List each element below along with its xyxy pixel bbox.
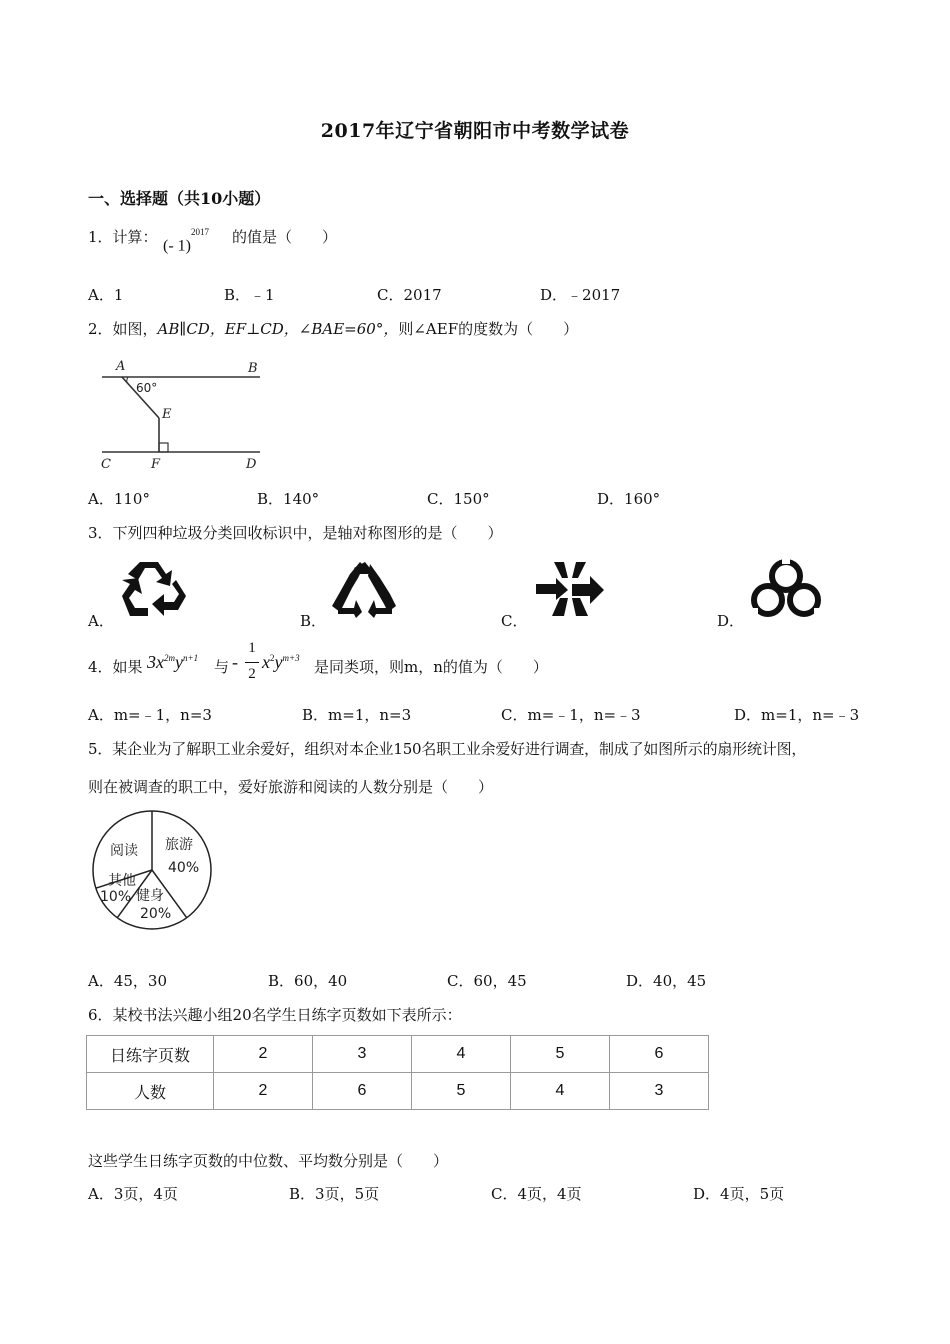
table-cell: 2 <box>214 1036 313 1073</box>
label-a: A <box>116 359 126 374</box>
q5-option-c[interactable]: C．60，45 <box>447 972 527 990</box>
q1-option-c[interactable]: C．2017 <box>377 286 442 304</box>
q1-option-d[interactable]: D．﹣2017 <box>540 286 621 304</box>
table-header-cell: 人数 <box>87 1073 214 1110</box>
q3-stem: 3．下列四种垃圾分类回收标识中，是轴对称图形的是（ ） <box>88 524 503 542</box>
q2-stem: 2．如图，AB∥CD，EF⊥CD，∠BAE=60°，则∠AEF的度数为（ ） <box>88 320 579 338</box>
q4-frac-den: 2 <box>248 666 256 682</box>
table-row <box>87 1036 709 1073</box>
q1-tail: 的值是（ ） <box>232 228 338 246</box>
table-cell: 3 <box>313 1036 412 1073</box>
recycle-arrows-icon[interactable] <box>118 558 190 620</box>
table-cell: 4 <box>412 1036 511 1073</box>
label-e: E <box>162 407 172 422</box>
q1-option-a[interactable]: A．1 <box>88 286 124 304</box>
q1-option-b[interactable]: B．﹣1 <box>224 286 275 304</box>
table-cell: 5 <box>412 1073 511 1110</box>
label-angle: 60° <box>136 381 158 395</box>
q4-connector: 与 <box>214 658 230 676</box>
q5-option-d[interactable]: D．40，45 <box>626 972 707 990</box>
table-cell: 6 <box>313 1073 412 1110</box>
q5-option-b[interactable]: B．60，40 <box>268 972 348 990</box>
q5-pie-chart <box>90 808 216 934</box>
q4-term1: $3x^{2m}y^{n+1}$ <box>147 652 199 672</box>
pie-label-fitness-pct: 20% <box>140 906 172 922</box>
right-angle-mark <box>159 443 168 452</box>
pie-label-travel: 旅游 <box>165 837 193 853</box>
q2-figure <box>96 352 276 476</box>
q3-option-c-label[interactable]: C． <box>501 612 528 630</box>
q2-option-b[interactable]: B．140° <box>257 490 320 508</box>
q3-option-d-label[interactable]: D． <box>717 612 745 630</box>
q4-stem-tail: 是同类项，则m，n的值为（ ） <box>314 658 548 676</box>
table-header-cell: 日练字页数 <box>87 1036 214 1073</box>
q1-expression: (- 1)$^{2017}$ <box>163 227 209 255</box>
q2-option-a[interactable]: A．110° <box>88 490 150 508</box>
pie-label-reading: 阅读 <box>110 843 138 859</box>
q6-option-c[interactable]: C．4页，4页 <box>491 1185 582 1203</box>
table-cell: 6 <box>610 1036 709 1073</box>
q4-option-c[interactable]: C．m=﹣1，n=﹣3 <box>501 706 641 724</box>
q4-option-a[interactable]: A．m=﹣1，n=3 <box>88 706 212 724</box>
q4-option-b[interactable]: B．m=1，n=3 <box>302 706 412 724</box>
table-cell: 3 <box>610 1073 709 1110</box>
q4-minus: - <box>232 652 238 672</box>
q6-option-a[interactable]: A．3页，4页 <box>88 1185 178 1203</box>
q6-option-d[interactable]: D．4页，5页 <box>693 1185 785 1203</box>
label-b: B <box>248 361 258 376</box>
table-cell: 2 <box>214 1073 313 1110</box>
q2-option-d[interactable]: D．160° <box>597 490 661 508</box>
table-cell: 4 <box>511 1073 610 1110</box>
q5-option-a[interactable]: A．45，30 <box>88 972 168 990</box>
q6-option-b[interactable]: B．3页，5页 <box>289 1185 380 1203</box>
q6-table <box>86 1035 709 1110</box>
section-heading: 一、选择题（共10小题） <box>88 189 271 208</box>
pie-label-travel-pct: 40% <box>168 860 200 876</box>
q3-option-a-label[interactable]: A． <box>88 612 114 630</box>
biohazard-like-icon[interactable] <box>748 556 824 620</box>
label-f: F <box>151 457 161 472</box>
label-c: C <box>101 457 111 472</box>
q5-stem-line1: 5．某企业为了解职工业余爱好，组织对本企业150名职工业余爱好进行调查，制成了如图所示的扇形统计图， <box>88 740 807 758</box>
arrows-recycle-icon[interactable] <box>534 558 606 620</box>
page-title: 2017年辽宁省朝阳市中考数学试卷 <box>320 120 630 142</box>
table-cell: 5 <box>511 1036 610 1073</box>
pie-label-other: 其他 <box>108 873 136 889</box>
q4-frac-bar <box>245 662 259 663</box>
q4-stem-prefix: 4．如果 <box>88 658 143 676</box>
q6-stem: 6．某校书法兴趣小组20名学生日练字页数如下表所示： <box>88 1006 462 1024</box>
pie-label-fitness: 健身 <box>136 888 164 904</box>
triangle-recycle-icon[interactable] <box>330 558 400 620</box>
q1-stem: 1．计算： <box>88 228 158 246</box>
q2-option-c[interactable]: C．150° <box>427 490 490 508</box>
table-row <box>87 1073 709 1110</box>
q4-term2: $x^2y^{m+3}$ <box>262 652 300 672</box>
q4-option-d[interactable]: D．m=1，n=﹣3 <box>734 706 860 724</box>
q4-frac-num: 1 <box>248 640 256 656</box>
label-d: D <box>246 457 257 472</box>
pie-label-other-pct: 10% <box>100 889 132 905</box>
q6-question: 这些学生日练字页数的中位数、平均数分别是（ ） <box>88 1152 449 1170</box>
q5-stem-line2: 则在被调查的职工中，爱好旅游和阅读的人数分别是（ ） <box>88 778 494 796</box>
q3-option-b-label[interactable]: B． <box>300 612 327 630</box>
